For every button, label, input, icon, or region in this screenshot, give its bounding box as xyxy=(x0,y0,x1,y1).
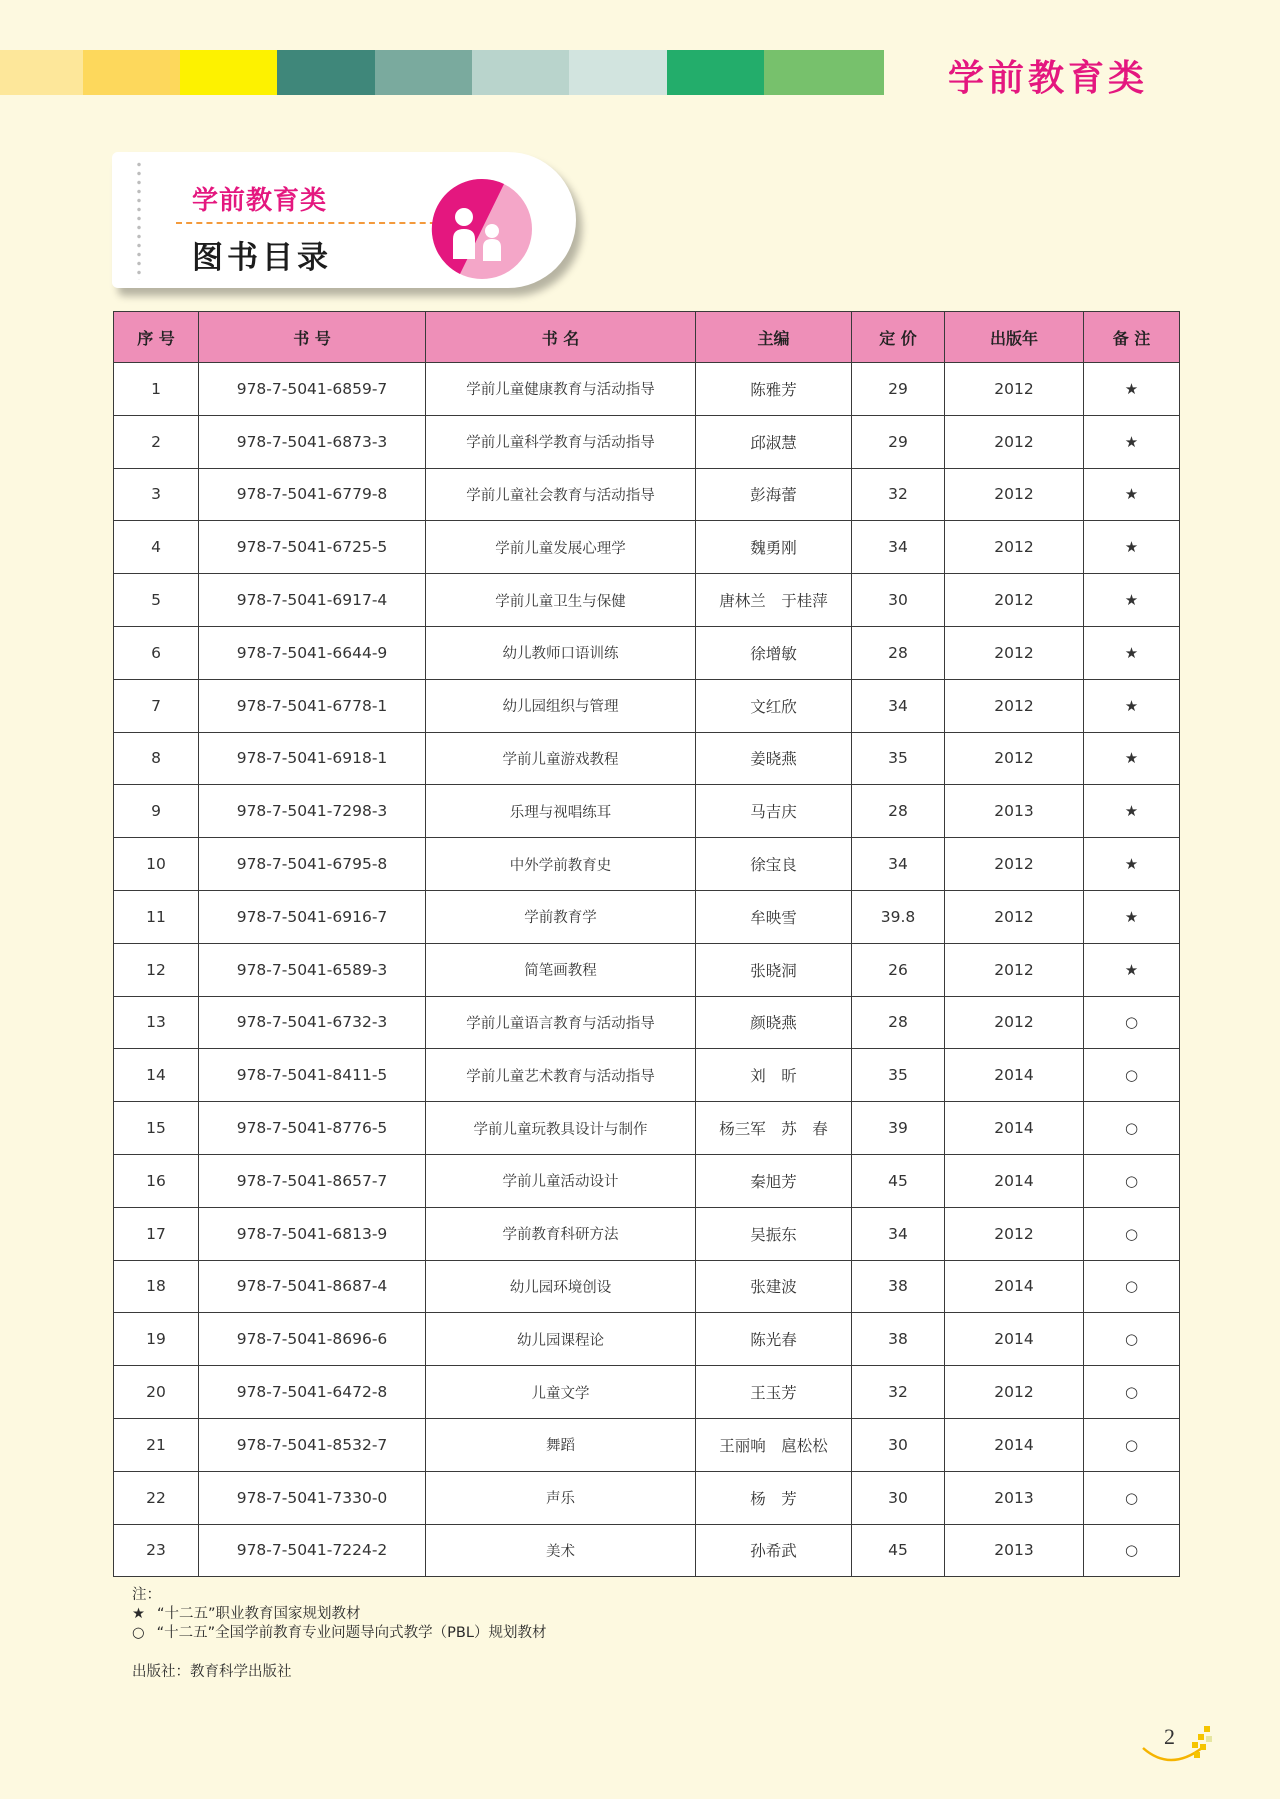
cell-serial: 10 xyxy=(114,838,199,891)
notes-label: 注： xyxy=(132,1587,161,1603)
cell-year: 2014 xyxy=(945,1313,1084,1366)
cell-editor: 张建波 xyxy=(696,1260,852,1313)
cell-editor: 牟映雪 xyxy=(696,890,852,943)
cell-title: 学前儿童活动设计 xyxy=(426,1154,696,1207)
cell-remark: ★ xyxy=(1084,363,1180,416)
cell-year: 2012 xyxy=(945,363,1084,416)
cell-isbn: 978-7-5041-6795-8 xyxy=(199,838,426,891)
cell-serial: 22 xyxy=(114,1471,199,1524)
cell-remark: ★ xyxy=(1084,679,1180,732)
cell-title: 美术 xyxy=(426,1524,696,1577)
table-row xyxy=(114,1366,1180,1419)
cell-title: 简笔画教程 xyxy=(426,943,696,996)
cell-isbn: 978-7-5041-6918-1 xyxy=(199,732,426,785)
cell-price: 32 xyxy=(852,468,945,521)
table-row xyxy=(114,1260,1180,1313)
cell-serial: 19 xyxy=(114,1313,199,1366)
cell-year: 2012 xyxy=(945,468,1084,521)
cell-remark: ★ xyxy=(1084,468,1180,521)
cell-title: 幼儿教师口语训练 xyxy=(426,626,696,679)
cell-remark: ★ xyxy=(1084,890,1180,943)
table-row xyxy=(114,1102,1180,1155)
cell-price: 30 xyxy=(852,1418,945,1471)
page-number-block xyxy=(1140,1722,1220,1774)
cell-price: 30 xyxy=(852,1471,945,1524)
cell-serial: 18 xyxy=(114,1260,199,1313)
page-heading: 学前教育类 xyxy=(948,58,1149,99)
table-row xyxy=(114,838,1180,891)
table-header-row xyxy=(114,312,1180,363)
cell-editor: 杨三军 苏 春 xyxy=(696,1102,852,1155)
cell-title: 儿童文学 xyxy=(426,1366,696,1419)
cell-year: 2012 xyxy=(945,1366,1084,1419)
cell-editor: 秦旭芳 xyxy=(696,1154,852,1207)
cell-editor: 杨 芳 xyxy=(696,1471,852,1524)
cell-title: 学前儿童卫生与保健 xyxy=(426,574,696,627)
header-year: 出版年 xyxy=(945,312,1084,363)
note-item xyxy=(132,1605,546,1624)
cell-year: 2014 xyxy=(945,1154,1084,1207)
cell-remark: ○ xyxy=(1084,1049,1180,1102)
cell-serial: 9 xyxy=(114,785,199,838)
cell-serial: 20 xyxy=(114,1366,199,1419)
cell-serial: 3 xyxy=(114,468,199,521)
cell-year: 2014 xyxy=(945,1260,1084,1313)
dashed-divider xyxy=(176,222,446,224)
table-row xyxy=(114,1207,1180,1260)
cell-price: 38 xyxy=(852,1313,945,1366)
cell-isbn: 978-7-5041-7298-3 xyxy=(199,785,426,838)
cell-year: 2012 xyxy=(945,890,1084,943)
cell-price: 29 xyxy=(852,415,945,468)
cell-price: 28 xyxy=(852,785,945,838)
cell-remark: ○ xyxy=(1084,1366,1180,1419)
cell-isbn: 978-7-5041-6725-5 xyxy=(199,521,426,574)
cell-isbn: 978-7-5041-8687-4 xyxy=(199,1260,426,1313)
cell-year: 2014 xyxy=(945,1102,1084,1155)
cell-isbn: 978-7-5041-8696-6 xyxy=(199,1313,426,1366)
cell-isbn: 978-7-5041-8657-7 xyxy=(199,1154,426,1207)
cell-remark: ○ xyxy=(1084,996,1180,1049)
cell-title: 幼儿园组织与管理 xyxy=(426,679,696,732)
strip-block xyxy=(667,50,764,95)
cell-price: 34 xyxy=(852,521,945,574)
cell-year: 2012 xyxy=(945,415,1084,468)
cell-isbn: 978-7-5041-6917-4 xyxy=(199,574,426,627)
cell-editor: 王丽响 扈松松 xyxy=(696,1418,852,1471)
table-row xyxy=(114,785,1180,838)
table-row xyxy=(114,1471,1180,1524)
page-number: 2 xyxy=(1164,1724,1175,1749)
cell-title: 学前儿童语言教育与活动指导 xyxy=(426,996,696,1049)
cell-price: 35 xyxy=(852,1049,945,1102)
note-text: “十二五”全国学前教育专业问题导向式教学（PBL）规划教材 xyxy=(156,1625,547,1641)
cell-remark: ○ xyxy=(1084,1524,1180,1577)
strip-block xyxy=(0,50,83,95)
header-serial: 序 号 xyxy=(114,312,199,363)
cell-isbn: 978-7-5041-6589-3 xyxy=(199,943,426,996)
cell-price: 39.8 xyxy=(852,890,945,943)
strip-block xyxy=(180,50,277,95)
cell-editor: 唐林兰 于桂萍 xyxy=(696,574,852,627)
cell-isbn: 978-7-5041-6778-1 xyxy=(199,679,426,732)
cell-editor: 徐增敏 xyxy=(696,626,852,679)
cell-title: 学前儿童发展心理学 xyxy=(426,521,696,574)
cell-year: 2012 xyxy=(945,574,1084,627)
cell-price: 29 xyxy=(852,363,945,416)
strip-block xyxy=(375,50,472,95)
cell-year: 2013 xyxy=(945,1524,1084,1577)
cell-editor: 邱淑慧 xyxy=(696,415,852,468)
cell-serial: 1 xyxy=(114,363,199,416)
parent-child-icon xyxy=(430,177,534,281)
tab-title: 学前教育类 xyxy=(192,186,328,216)
strip-block xyxy=(83,50,180,95)
cell-remark: ★ xyxy=(1084,574,1180,627)
cell-price: 28 xyxy=(852,996,945,1049)
table-row xyxy=(114,415,1180,468)
table-row xyxy=(114,574,1180,627)
publisher: 出版社：教育科学出版社 xyxy=(132,1664,292,1680)
cell-title: 声乐 xyxy=(426,1471,696,1524)
cell-remark: ★ xyxy=(1084,626,1180,679)
cell-price: 34 xyxy=(852,838,945,891)
cell-remark: ○ xyxy=(1084,1313,1180,1366)
cell-editor: 姜晓燕 xyxy=(696,732,852,785)
cell-remark: ★ xyxy=(1084,785,1180,838)
cell-year: 2012 xyxy=(945,838,1084,891)
table-row xyxy=(114,468,1180,521)
cell-year: 2012 xyxy=(945,1207,1084,1260)
cell-year: 2012 xyxy=(945,521,1084,574)
cell-serial: 12 xyxy=(114,943,199,996)
cell-remark: ○ xyxy=(1084,1418,1180,1471)
header-editor: 主编 xyxy=(696,312,852,363)
cell-price: 26 xyxy=(852,943,945,996)
cell-editor: 孙希武 xyxy=(696,1524,852,1577)
cell-year: 2014 xyxy=(945,1049,1084,1102)
header-title: 书 名 xyxy=(426,312,696,363)
cell-serial: 13 xyxy=(114,996,199,1049)
table-row xyxy=(114,1154,1180,1207)
strip-block xyxy=(277,50,375,95)
cell-editor: 马吉庆 xyxy=(696,785,852,838)
cell-serial: 23 xyxy=(114,1524,199,1577)
notes xyxy=(132,1586,546,1643)
cell-serial: 15 xyxy=(114,1102,199,1155)
cell-serial: 17 xyxy=(114,1207,199,1260)
table-row xyxy=(114,679,1180,732)
cell-remark: ★ xyxy=(1084,521,1180,574)
cell-serial: 4 xyxy=(114,521,199,574)
cell-remark: ○ xyxy=(1084,1207,1180,1260)
cell-title: 学前儿童科学教育与活动指导 xyxy=(426,415,696,468)
cell-isbn: 978-7-5041-8411-5 xyxy=(199,1049,426,1102)
cell-price: 34 xyxy=(852,1207,945,1260)
cell-serial: 7 xyxy=(114,679,199,732)
cell-price: 35 xyxy=(852,732,945,785)
page-swoosh-icon xyxy=(1140,1722,1220,1774)
cell-editor: 王玉芳 xyxy=(696,1366,852,1419)
header-remark: 备 注 xyxy=(1084,312,1180,363)
cell-price: 39 xyxy=(852,1102,945,1155)
cell-serial: 6 xyxy=(114,626,199,679)
cell-serial: 5 xyxy=(114,574,199,627)
table-row xyxy=(114,1418,1180,1471)
cell-year: 2012 xyxy=(945,996,1084,1049)
cell-price: 45 xyxy=(852,1154,945,1207)
cell-title: 学前儿童玩教具设计与制作 xyxy=(426,1102,696,1155)
cell-remark: ○ xyxy=(1084,1154,1180,1207)
cell-title: 幼儿园课程论 xyxy=(426,1313,696,1366)
cell-isbn: 978-7-5041-6779-8 xyxy=(199,468,426,521)
strip-block xyxy=(764,50,884,95)
cell-editor: 陈雅芳 xyxy=(696,363,852,416)
cell-isbn: 978-7-5041-6644-9 xyxy=(199,626,426,679)
note-mark: ○ xyxy=(132,1625,145,1641)
cell-isbn: 978-7-5041-7224-2 xyxy=(199,1524,426,1577)
cell-title: 幼儿园环境创设 xyxy=(426,1260,696,1313)
cell-price: 28 xyxy=(852,626,945,679)
cell-serial: 2 xyxy=(114,415,199,468)
table-row xyxy=(114,996,1180,1049)
cell-isbn: 978-7-5041-8776-5 xyxy=(199,1102,426,1155)
cell-title: 舞蹈 xyxy=(426,1418,696,1471)
note-mark: ★ xyxy=(132,1606,145,1622)
cell-title: 中外学前教育史 xyxy=(426,838,696,891)
cell-isbn: 978-7-5041-6873-3 xyxy=(199,415,426,468)
cell-year: 2012 xyxy=(945,943,1084,996)
cell-isbn: 978-7-5041-6916-7 xyxy=(199,890,426,943)
cell-year: 2013 xyxy=(945,1471,1084,1524)
note-item xyxy=(132,1624,546,1643)
strip-block xyxy=(472,50,569,95)
cell-editor: 张晓洞 xyxy=(696,943,852,996)
cell-title: 乐理与视唱练耳 xyxy=(426,785,696,838)
cell-year: 2012 xyxy=(945,679,1084,732)
table-row xyxy=(114,1313,1180,1366)
table-row xyxy=(114,1049,1180,1102)
table-row xyxy=(114,732,1180,785)
cell-title: 学前教育学 xyxy=(426,890,696,943)
header-isbn: 书 号 xyxy=(199,312,426,363)
cell-year: 2012 xyxy=(945,732,1084,785)
cell-editor: 彭海蕾 xyxy=(696,468,852,521)
cell-title: 学前儿童健康教育与活动指导 xyxy=(426,363,696,416)
cell-serial: 21 xyxy=(114,1418,199,1471)
cell-remark: ○ xyxy=(1084,1471,1180,1524)
cell-isbn: 978-7-5041-6732-3 xyxy=(199,996,426,1049)
binding-dots xyxy=(136,160,142,280)
cell-serial: 8 xyxy=(114,732,199,785)
cell-isbn: 978-7-5041-6472-8 xyxy=(199,1366,426,1419)
cell-remark: ★ xyxy=(1084,943,1180,996)
cell-title: 学前儿童游戏教程 xyxy=(426,732,696,785)
cell-remark: ★ xyxy=(1084,415,1180,468)
cell-price: 38 xyxy=(852,1260,945,1313)
cell-price: 32 xyxy=(852,1366,945,1419)
cell-serial: 14 xyxy=(114,1049,199,1102)
cell-isbn: 978-7-5041-6859-7 xyxy=(199,363,426,416)
cell-title: 学前教育科研方法 xyxy=(426,1207,696,1260)
cell-serial: 16 xyxy=(114,1154,199,1207)
cell-price: 30 xyxy=(852,574,945,627)
cell-editor: 颜晓燕 xyxy=(696,996,852,1049)
cell-isbn: 978-7-5041-8532-7 xyxy=(199,1418,426,1471)
cell-title: 学前儿童社会教育与活动指导 xyxy=(426,468,696,521)
cell-year: 2013 xyxy=(945,785,1084,838)
table-row xyxy=(114,626,1180,679)
cell-editor: 文红欣 xyxy=(696,679,852,732)
cell-remark: ○ xyxy=(1084,1102,1180,1155)
book-catalog-table xyxy=(113,311,1180,1577)
cell-price: 45 xyxy=(852,1524,945,1577)
cell-year: 2014 xyxy=(945,1418,1084,1471)
table-row xyxy=(114,363,1180,416)
cell-price: 34 xyxy=(852,679,945,732)
catalog-tab xyxy=(112,152,576,288)
cell-remark: ○ xyxy=(1084,1260,1180,1313)
table-row xyxy=(114,521,1180,574)
color-strip xyxy=(0,50,884,95)
cell-serial: 11 xyxy=(114,890,199,943)
cell-remark: ★ xyxy=(1084,732,1180,785)
cell-title: 学前儿童艺术教育与活动指导 xyxy=(426,1049,696,1102)
tab-subtitle: 图书目录 xyxy=(192,240,332,276)
header-price: 定 价 xyxy=(852,312,945,363)
table-row xyxy=(114,890,1180,943)
table-row xyxy=(114,1524,1180,1577)
cell-editor: 徐宝良 xyxy=(696,838,852,891)
cell-editor: 陈光春 xyxy=(696,1313,852,1366)
cell-editor: 吴振东 xyxy=(696,1207,852,1260)
cell-editor: 刘 昕 xyxy=(696,1049,852,1102)
cell-remark: ★ xyxy=(1084,838,1180,891)
cell-isbn: 978-7-5041-6813-9 xyxy=(199,1207,426,1260)
note-text: “十二五”职业教育国家规划教材 xyxy=(157,1606,361,1622)
strip-block xyxy=(569,50,667,95)
cell-year: 2012 xyxy=(945,626,1084,679)
table-row xyxy=(114,943,1180,996)
cell-editor: 魏勇刚 xyxy=(696,521,852,574)
cell-isbn: 978-7-5041-7330-0 xyxy=(199,1471,426,1524)
